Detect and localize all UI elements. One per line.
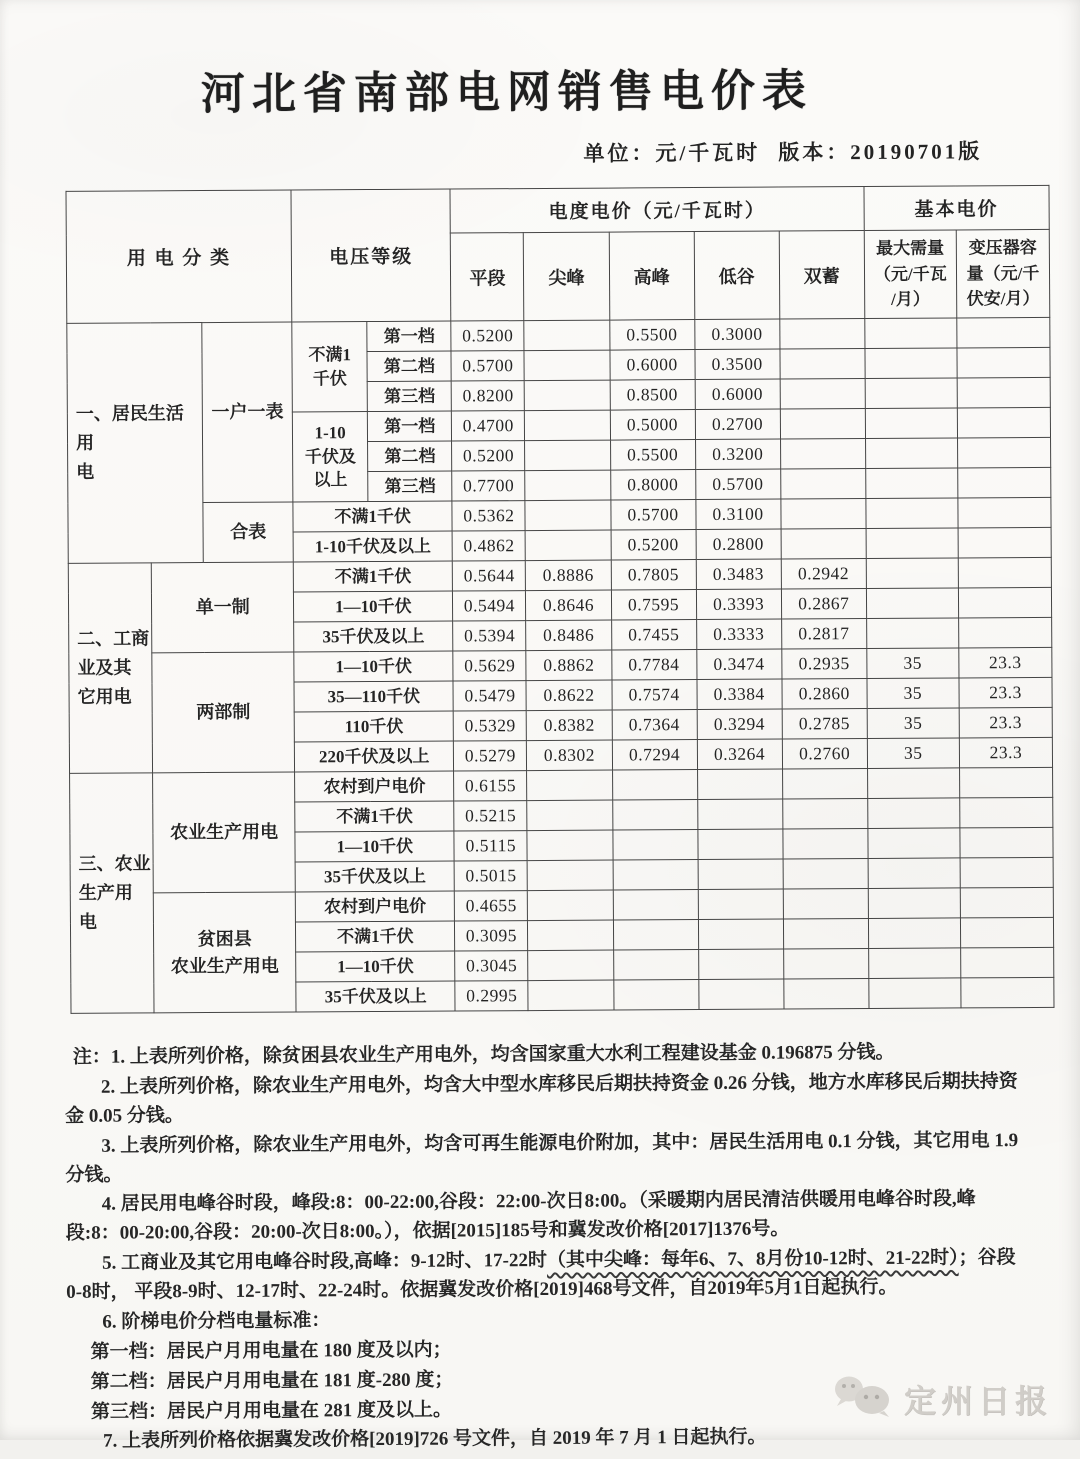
table-cell xyxy=(958,527,1051,558)
table-cell xyxy=(697,829,782,860)
table-cell xyxy=(527,800,612,831)
table-cell: 0.5000 xyxy=(610,410,695,441)
table-cell xyxy=(528,980,613,1011)
version-label: 版本：20190701版 xyxy=(778,139,982,164)
watermark-text: 定州日报 xyxy=(904,1376,1052,1422)
table-cell: 0.5644 xyxy=(453,561,526,591)
table-cell xyxy=(865,468,957,499)
table-cell: 0.7805 xyxy=(611,560,696,591)
table-cell: 0.5500 xyxy=(610,440,695,471)
table-cell xyxy=(613,860,698,891)
table-cell: 0.8486 xyxy=(526,620,611,651)
table-cell xyxy=(698,859,783,890)
table-cell xyxy=(697,799,782,830)
table-cell: 不满1千伏 xyxy=(296,921,455,952)
table-cell xyxy=(960,947,1053,978)
note-line xyxy=(65,1127,1023,1191)
table-cell: 0.3483 xyxy=(696,559,781,590)
wechat-icon xyxy=(832,1373,894,1424)
table-cell: 0.8622 xyxy=(526,680,611,711)
table-cell: 0.2942 xyxy=(781,559,866,590)
table-cell: 合表 xyxy=(203,502,293,563)
header-cell: 基本电价 xyxy=(864,185,1050,230)
table-cell xyxy=(781,499,866,530)
table-cell xyxy=(865,438,957,469)
table-cell xyxy=(528,950,613,981)
electricity-price-table xyxy=(65,185,1054,1014)
table-cell xyxy=(525,500,610,531)
table-cell: 35 xyxy=(867,738,959,769)
table-cell: 1—10千伏 xyxy=(294,651,453,682)
table-cell: 0.7364 xyxy=(612,710,697,741)
table-cell: 0.6155 xyxy=(454,771,527,801)
table-cell: 0.3200 xyxy=(695,439,780,470)
table-cell xyxy=(868,858,960,889)
table-cell xyxy=(528,860,613,891)
table-cell xyxy=(783,859,868,890)
table-cell xyxy=(613,980,698,1011)
table-cell xyxy=(783,978,868,1009)
table-cell: 0.2817 xyxy=(781,619,866,650)
note-line xyxy=(66,1303,1024,1338)
table-cell: 0.7574 xyxy=(611,680,696,711)
page-title: 河北省南部电网销售电价表 xyxy=(0,53,1017,123)
table-cell xyxy=(612,770,697,801)
table-cell xyxy=(960,917,1053,948)
table-cell: 0.4700 xyxy=(452,411,525,441)
table-cell: 0.5494 xyxy=(453,591,526,621)
table-cell xyxy=(612,830,697,861)
table-cell xyxy=(957,317,1050,348)
table-cell xyxy=(779,319,864,350)
table-cell xyxy=(697,769,782,800)
table-cell: 0.3333 xyxy=(696,619,781,650)
table-cell xyxy=(527,770,612,801)
header-cell: 尖峰 xyxy=(524,232,610,321)
table-cell xyxy=(780,379,865,410)
table-cell: 35千伏及以上 xyxy=(296,981,455,1012)
table-cell: 农村到户电价 xyxy=(295,771,454,802)
table-cell: 23.3 xyxy=(959,647,1052,678)
table-cell xyxy=(698,919,783,950)
table-cell: 0.3000 xyxy=(694,319,779,350)
table-cell: 不满1 千伏 xyxy=(292,322,368,412)
table-cell: 第一档 xyxy=(367,321,451,352)
table-cell xyxy=(958,587,1051,618)
unit-version-line xyxy=(0,135,982,171)
table-cell: 0.8886 xyxy=(526,560,611,591)
table-cell xyxy=(958,497,1051,528)
table-cell xyxy=(780,469,865,500)
table-cell: 35 xyxy=(867,648,959,679)
table-cell: 0.7455 xyxy=(611,620,696,651)
table-cell: 不满1千伏 xyxy=(295,801,454,832)
unit-label: 单位：元/千瓦时 xyxy=(583,141,760,166)
header-cell: 电度电价（元/千瓦时） xyxy=(450,187,864,234)
table-cell: 0.3045 xyxy=(455,951,528,981)
table-cell xyxy=(780,349,865,380)
table-cell: 0.2800 xyxy=(696,529,781,560)
table-cell: 一户一表 xyxy=(202,322,293,503)
table-cell xyxy=(782,769,867,800)
table-cell: 35—110千伏 xyxy=(294,681,453,712)
table-cell: 第二档 xyxy=(367,351,451,382)
table-cell xyxy=(698,979,783,1010)
table-cell xyxy=(957,347,1050,378)
table-cell xyxy=(960,827,1053,858)
table-cell: 0.7784 xyxy=(611,650,696,681)
table-cell xyxy=(782,799,867,830)
table-cell xyxy=(612,800,697,831)
table-cell: 0.2935 xyxy=(781,649,866,680)
table-cell: 第一档 xyxy=(368,411,452,442)
header-cell: 双蓄 xyxy=(779,231,865,320)
table-cell: 贫困县 农业生产用电 xyxy=(153,892,296,1013)
header-cell: 变压器容 量（元/千 伏安/月） xyxy=(956,229,1050,318)
table-cell xyxy=(867,768,959,799)
table-cell: 0.5700 xyxy=(451,351,524,381)
table-cell: 0.8862 xyxy=(526,650,611,681)
table-cell: 一、居民生活用 电 xyxy=(67,323,204,564)
table-cell xyxy=(783,829,868,860)
table-cell: 0.5479 xyxy=(453,681,526,711)
table-cell xyxy=(525,440,610,471)
table-cell: 23.3 xyxy=(959,737,1052,768)
table-cell: 0.8000 xyxy=(610,470,695,501)
table-cell xyxy=(958,467,1051,498)
note-text: 2. 上表所列价格，除农业生产用电外，均含大中型水库移民后期扶持资金 0.26 分钱，地方水库移民后期扶持资金 0.05 分钱。 xyxy=(65,1071,1018,1127)
note-text: 5. 工商业及其它用电峰谷时段,高峰：9-12时、17-22时 xyxy=(102,1250,547,1274)
note-line xyxy=(65,1068,1023,1132)
table-cell: 0.5394 xyxy=(453,621,526,651)
table-cell: 0.8302 xyxy=(527,740,612,771)
table-cell xyxy=(528,890,613,921)
table-cell: 0.3500 xyxy=(695,349,780,380)
table-cell xyxy=(960,797,1053,828)
table-cell xyxy=(613,950,698,981)
table-cell xyxy=(524,350,609,381)
note-text: 第一档：居民户月用电量在 180 度及以内； xyxy=(91,1339,452,1362)
table-cell: 二、工商 业及其 它用电 xyxy=(68,563,152,774)
table-cell: 0.3095 xyxy=(455,921,528,951)
table-cell: 0.5115 xyxy=(454,831,527,861)
table-cell xyxy=(525,530,610,561)
table-cell xyxy=(866,498,958,529)
table-cell xyxy=(525,470,610,501)
table-cell: 0.5700 xyxy=(610,500,695,531)
table-cell: 1—10千伏 xyxy=(296,951,455,982)
note-line xyxy=(67,1333,1025,1368)
header-cell: 电压等级 xyxy=(291,189,451,322)
table-cell: 110千伏 xyxy=(294,711,453,742)
table-cell: 23.3 xyxy=(959,677,1052,708)
table-cell: 0.4862 xyxy=(452,531,525,561)
watermark xyxy=(832,1373,1052,1424)
table-cell: 0.5500 xyxy=(609,320,694,351)
table-cell: 0.5700 xyxy=(695,469,780,500)
table-cell xyxy=(613,920,698,951)
table-cell xyxy=(865,408,957,439)
table-cell xyxy=(958,617,1051,648)
table-cell: 1-10千伏及以上 xyxy=(293,531,452,562)
note-text: 4. 居民用电峰谷时段，峰段:8：00-22:00,谷段：22:00-次日8:00。（采暖期内居民清洁供暖用电峰谷时段,峰段:8：00-20:00,谷段：20:00-次日8:00。），依据[2015]185号和冀发改价格[2017]1376号。 xyxy=(66,1189,976,1244)
table-cell xyxy=(865,318,957,349)
table-cell xyxy=(783,889,868,920)
table-cell xyxy=(869,978,961,1009)
table-cell: 0.8200 xyxy=(452,381,525,411)
table-cell: 35千伏及以上 xyxy=(295,861,454,892)
table-cell xyxy=(960,857,1053,888)
table-cell: 不满1千伏 xyxy=(293,561,452,592)
table-cell: 第三档 xyxy=(368,471,452,502)
table-cell xyxy=(868,888,960,919)
table-cell xyxy=(866,558,958,589)
table-cell: 0.5200 xyxy=(452,441,525,471)
note-text: 注：1. 上表所列价格，除贫困县农业生产用电外，均含国家重大水利工程建设基金 0.196875 分钱。 xyxy=(73,1042,895,1068)
table-cell: 不满1千伏 xyxy=(293,501,452,532)
note-line xyxy=(65,1038,1023,1073)
table-cell: 0.5200 xyxy=(611,530,696,561)
note-line xyxy=(66,1244,1024,1308)
table-cell: 0.8500 xyxy=(610,380,695,411)
note-text: 6. 阶梯电价分档电量标准： xyxy=(102,1310,330,1332)
table-cell: 35 xyxy=(867,678,959,709)
table-cell xyxy=(613,890,698,921)
table-row xyxy=(66,185,1049,235)
table-cell: 0.4655 xyxy=(455,891,528,921)
table-cell: 0.5629 xyxy=(453,651,526,681)
note-text: ；谷段0-8时， 平段8-9时、12-17时、22-24时。依据冀发改价格[2019]468号文件，自2019年5月1日起执行。 xyxy=(66,1247,1016,1303)
note-text: 7. 上表所列价格依据冀发改价格[2019]726 号文件，自 2019 年 7 月 1 日起执行。 xyxy=(103,1427,767,1452)
table-cell: 0.5329 xyxy=(454,711,527,741)
table-cell xyxy=(868,828,960,859)
header-cell: 最大需量 （元/千瓦 /月） xyxy=(864,230,957,319)
table-cell xyxy=(698,889,783,920)
table-cell: 0.3384 xyxy=(697,679,782,710)
table-cell: 0.7294 xyxy=(612,740,697,771)
table-cell: 1—10千伏 xyxy=(295,831,454,862)
table-cell xyxy=(866,528,958,559)
table-cell xyxy=(525,410,610,441)
table-cell: 0.8646 xyxy=(526,590,611,621)
table-cell: 1-10 千伏及 以上 xyxy=(293,412,369,502)
note-text: 第三档：居民户月用电量在 281 度及以上。 xyxy=(91,1399,452,1422)
table-cell xyxy=(866,588,958,619)
table-cell xyxy=(865,378,957,409)
table-cell xyxy=(868,918,960,949)
table-cell: 0.7595 xyxy=(611,590,696,621)
table-cell xyxy=(781,529,866,560)
table-cell: 0.3264 xyxy=(697,739,782,770)
table-cell: 35千伏及以上 xyxy=(294,621,453,652)
table-cell: 0.3393 xyxy=(696,589,781,620)
header-cell: 用 电 分 类 xyxy=(66,190,292,323)
table-cell: 0.2700 xyxy=(695,409,780,440)
note-text: 第二档：居民户月用电量在 181 度-280 度； xyxy=(91,1369,454,1392)
table-cell xyxy=(866,618,958,649)
table-cell xyxy=(865,348,957,379)
table-cell xyxy=(780,439,865,470)
table-cell xyxy=(867,798,959,829)
table-cell: 0.5215 xyxy=(454,801,527,831)
table-cell: 23.3 xyxy=(959,707,1052,738)
table-cell xyxy=(783,919,868,950)
table-cell: 0.3474 xyxy=(696,649,781,680)
table-cell: 农村到户电价 xyxy=(295,891,454,922)
table-cell: 两部制 xyxy=(152,652,295,773)
hand-underlined-text: （其中尖峰：每年6、7、8月份10-12时、21-22时） xyxy=(547,1248,959,1272)
table-cell: 第三档 xyxy=(367,381,451,412)
note-text: 3. 上表所列价格，除农业生产用电外，均含可再生能源电价附加，其中：居民生活用电 0.1 分钱，其它用电 1.9 分钱。 xyxy=(65,1130,1018,1186)
header-cell: 低谷 xyxy=(694,231,780,320)
table-cell: 0.3294 xyxy=(697,709,782,740)
table-cell xyxy=(698,949,783,980)
table-cell: 第二档 xyxy=(368,441,452,472)
table-cell: 0.2995 xyxy=(455,981,528,1011)
table-cell: 0.7700 xyxy=(452,471,525,501)
table-cell xyxy=(524,320,609,351)
table-cell: 0.5200 xyxy=(451,321,524,351)
table-cell xyxy=(528,920,613,951)
table-cell xyxy=(957,407,1050,438)
table-cell xyxy=(868,948,960,979)
header-cell: 平段 xyxy=(451,233,525,321)
table-cell: 0.2860 xyxy=(782,679,867,710)
table-cell: 单一制 xyxy=(151,562,294,653)
table-cell xyxy=(957,437,1050,468)
table-cell: 0.8382 xyxy=(527,710,612,741)
table-cell: 0.3100 xyxy=(695,499,780,530)
table-cell xyxy=(960,887,1053,918)
table-cell: 0.5279 xyxy=(454,741,527,771)
table-cell: 0.2867 xyxy=(781,589,866,620)
table-cell xyxy=(783,949,868,980)
table-cell xyxy=(957,377,1050,408)
header-cell: 高峰 xyxy=(609,232,695,321)
table-cell: 0.2785 xyxy=(782,709,867,740)
table-cell: 1—10千伏 xyxy=(294,591,453,622)
note-line xyxy=(66,1185,1024,1249)
table-cell xyxy=(958,557,1051,588)
table-cell: 0.2760 xyxy=(782,739,867,770)
table-cell: 农业生产用电 xyxy=(153,772,296,893)
table-cell: 220千伏及以上 xyxy=(295,741,454,772)
table-cell xyxy=(527,830,612,861)
table-cell xyxy=(961,977,1054,1008)
table-cell: 0.5362 xyxy=(452,501,525,531)
table-cell: 0.6000 xyxy=(609,350,694,381)
table-cell: 0.5015 xyxy=(454,861,527,891)
table-cell xyxy=(959,767,1052,798)
table-cell: 三、农业 生产用 电 xyxy=(70,773,155,1014)
table-cell: 35 xyxy=(867,708,959,739)
table-cell: 0.6000 xyxy=(695,379,780,410)
table-cell xyxy=(780,409,865,440)
table-cell xyxy=(525,380,610,411)
